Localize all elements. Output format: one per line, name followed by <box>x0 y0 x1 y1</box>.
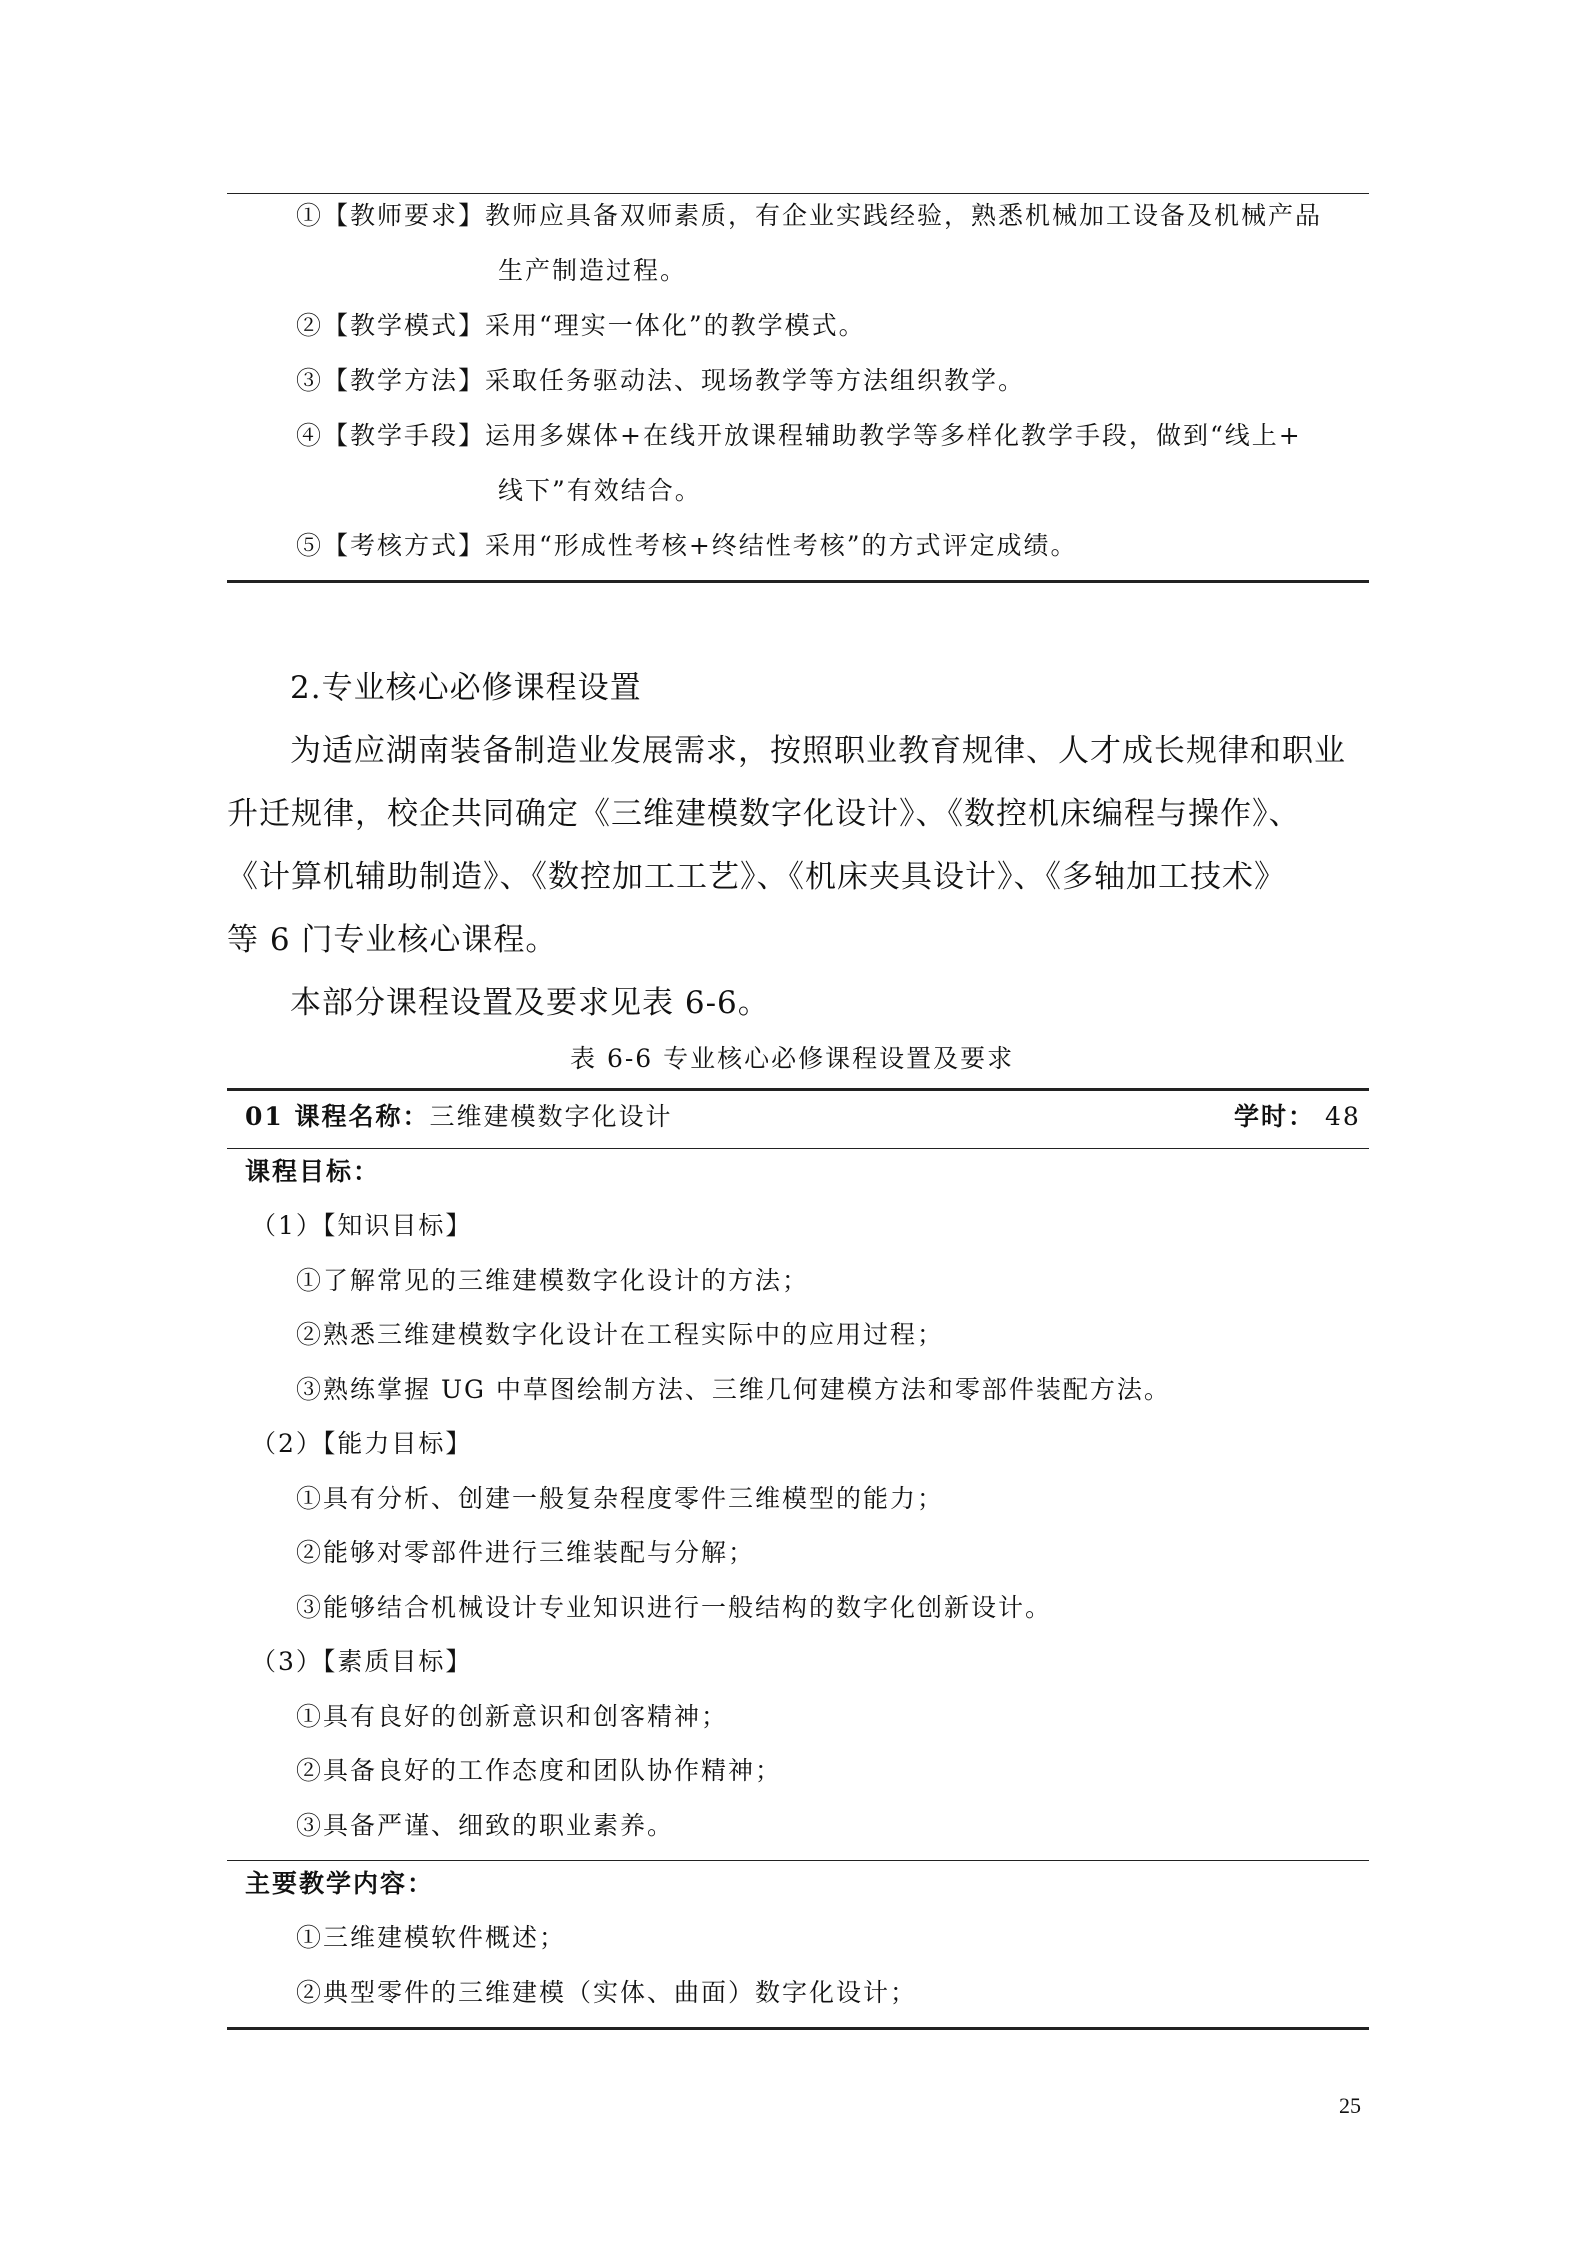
goal-item: ①具有良好的创新意识和创客精神； <box>296 1702 729 1731</box>
row-divider <box>227 1860 1369 1861</box>
paragraph-line: 等 6 门专业核心课程。 <box>227 922 558 958</box>
goal-item: ②具备良好的工作态度和团队协作精神； <box>296 1756 783 1785</box>
table-top-rule <box>227 1088 1369 1091</box>
requirement-item: ①【教师要求】教师应具备双师素质，有企业实践经验，熟悉机械加工设备及机械产品 <box>296 201 1323 230</box>
goal-item: ②能够对零部件进行三维装配与分解； <box>296 1538 756 1567</box>
course-name-label: 01 课程名称： <box>245 1102 430 1131</box>
goal-item: ①了解常见的三维建模数字化设计的方法； <box>296 1266 810 1295</box>
top-block-bottom-rule <box>227 580 1369 583</box>
requirement-item-continued: 生产制造过程。 <box>498 256 688 285</box>
content-item: ②典型零件的三维建模（实体、曲面）数字化设计； <box>296 1978 918 2007</box>
requirement-item-continued: 线下”有效结合。 <box>498 476 702 505</box>
row-divider <box>227 1148 1369 1149</box>
goal-item: ③能够结合机械设计专业知识进行一般结构的数字化创新设计。 <box>296 1593 1053 1622</box>
requirement-item: ④【教学手段】运用多媒体+在线开放课程辅助教学等多样化教学手段，做到“线上+ <box>296 421 1302 450</box>
page-number: 25 <box>1339 2093 1361 2118</box>
goal-item: ③熟练掌握 UG 中草图绘制方法、三维几何建模方法和零部件装配方法。 <box>296 1375 1171 1404</box>
goal-group-title: （1）【知识目标】 <box>251 1211 473 1240</box>
paragraph-line: 《计算机辅助制造》、《数控加工工艺》、《机床夹具设计》、《多轴加工技术》 <box>227 859 1286 895</box>
goal-group-title: （2）【能力目标】 <box>251 1429 473 1458</box>
table-caption: 表 6-6 专业核心必修课程设置及要求 <box>570 1044 1015 1073</box>
goal-item: ②熟悉三维建模数字化设计在工程实际中的应用过程； <box>296 1320 945 1349</box>
hours-value: 48 <box>1325 1102 1361 1131</box>
content-heading: 主要教学内容： <box>245 1869 435 1898</box>
paragraph-line: 为适应湖南装备制造业发展需求，按照职业教育规律、人才成长规律和职业 <box>290 733 1346 769</box>
goal-item: ①具有分析、创建一般复杂程度零件三维模型的能力； <box>296 1484 945 1513</box>
top-rule <box>227 193 1369 194</box>
goal-group-title: （3）【素质目标】 <box>251 1647 473 1676</box>
goals-heading: 课程目标： <box>245 1157 381 1186</box>
course-name-row <box>245 1097 673 1133</box>
requirement-item: ③【教学方法】采取任务驱动法、现场教学等方法组织教学。 <box>296 366 1026 395</box>
goal-item: ③具备严谨、细致的职业素养。 <box>296 1811 675 1840</box>
hours-cell <box>1234 1097 1361 1133</box>
course-name-value: 三维建模数字化设计 <box>429 1102 673 1131</box>
section-heading: 2.专业核心必修课程设置 <box>290 670 642 706</box>
requirement-item: ②【教学模式】采用“理实一体化”的教学模式。 <box>296 311 866 340</box>
paragraph-line: 升迁规律，校企共同确定《三维建模数字化设计》、《数控机床编程与操作》、 <box>227 796 1301 832</box>
table-bottom-rule <box>227 2027 1369 2030</box>
content-item: ①三维建模软件概述； <box>296 1923 567 1952</box>
paragraph-line: 本部分课程设置及要求见表 6-6。 <box>290 985 770 1021</box>
requirement-item: ⑤【考核方式】采用“形成性考核+终结性考核”的方式评定成绩。 <box>296 531 1078 560</box>
hours-label: 学时： <box>1234 1102 1316 1131</box>
